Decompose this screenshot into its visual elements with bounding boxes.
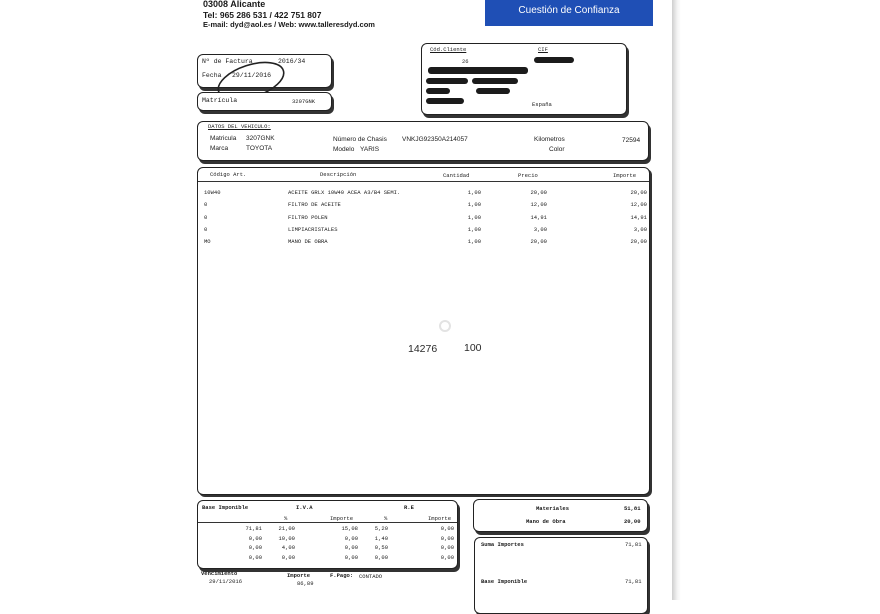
tax-header-iva: I.V.A [296,504,313,511]
col-header-quantity: Cantidad [443,172,470,179]
tax-header-base: Base Imponible [202,504,249,511]
page-edge-shadow [672,0,681,600]
item-cell: 12,00 [630,201,647,209]
item-cell: ACEITE GRLX 10W40 ACEA A3/B4 SEMI. [288,189,401,196]
client-cif-label: CIF [538,46,548,53]
item-cell: 1,00 [467,238,481,246]
item-cell: FILTRO POLEN [288,213,328,221]
company-email-web: E-mail: dyd@aol.es / Web: www.talleresdyd.com [203,20,375,29]
client-code-value: 26 [462,58,469,65]
col-header-description: Descripción [320,171,357,178]
item-cell: 0 [204,225,208,233]
tax-cell: 10,00 [278,534,295,542]
tax-cell: 0,00 [440,534,454,542]
redacted-address-1 [426,78,468,84]
tax-cell: 0,00 [440,553,454,561]
item-cell: MANO DE OBRA [288,238,328,246]
invoice-date-label: Fecha [202,72,222,79]
vehicle-chassis-value: VNKJG92350A214057 [402,136,468,143]
item-cell: 20,00 [630,189,647,196]
vehicle-model-value: YARIS [360,146,380,153]
tax-cell: 21,00 [278,525,295,532]
summary-base-label: Base Imponible [481,578,528,585]
invoice-page [187,0,672,600]
tax-header-divider [198,522,457,523]
vehicle-box [197,121,649,161]
item-cell: 3,00 [633,225,647,233]
payment-label: F.Pago: [330,572,354,579]
amount-label: Importe [287,572,311,579]
slogan-text: Cuestión de Confianza [518,5,620,16]
tax-cell: 4,00 [281,544,295,551]
redacted-address-5 [426,98,464,104]
items-table [197,167,650,495]
item-cell: 1,00 [467,225,481,233]
tax-cell: 71,81 [245,525,262,532]
vehicle-km-value: 72594 [622,137,641,144]
plate-value: 3207GNK [292,98,316,105]
tax-cell: 0,00 [440,544,454,551]
watermark-right: 100 [464,342,482,354]
tax-cell: 0,00 [344,544,358,551]
item-cell: 1,00 [467,201,481,209]
tax-header-re: R.E [404,504,414,511]
plate-box [197,92,332,111]
item-cell: 10W40 [204,189,221,196]
vehicle-brand-label: Marca [210,145,229,152]
vehicle-plate-label: Matricula [210,135,237,142]
item-cell: 3,00 [533,225,547,233]
summary-box [474,537,648,614]
summary-sum-label: Suma Importes [481,541,524,548]
vehicle-plate-value: 3207GNK [246,135,275,142]
vehicle-km-label: Kilometros [534,136,565,143]
item-cell: 14,91 [530,213,547,221]
tax-cell: 0,00 [374,553,388,561]
plate-label: Matrícula [202,97,238,104]
tax-cell: 5,20 [374,525,388,532]
redacted-client-name [428,67,528,74]
vehicle-section-label: DATOS DEL VEHICULO: [208,123,271,130]
redacted-address-3 [426,88,450,94]
tax-sub-re-amount: Importe [428,515,452,522]
client-country: España [532,101,552,108]
tax-cell: 1,40 [374,534,388,542]
item-cell: FILTRO DE ACEITE [288,201,341,209]
redacted-cif [534,57,574,63]
invoice-number-value: 2016/34 [278,58,306,65]
item-cell: 20,00 [530,238,547,246]
tax-cell: 0,00 [281,553,295,561]
tax-cell: 0,00 [248,553,262,561]
header-divider [198,181,649,182]
vehicle-chassis-label: Número de Chasis [333,136,387,143]
item-cell: 0 [204,213,208,221]
item-cell: 1,00 [467,189,481,196]
item-cell: 12,00 [530,201,547,209]
redacted-address-4 [476,88,510,94]
vehicle-model-label: Modelo [333,146,355,153]
company-address: 03008 Alicante [203,0,266,9]
company-phones: Tel: 965 286 531 / 422 751 807 [203,10,322,20]
summary-base-value: 71,81 [625,578,642,585]
tax-cell: 15,08 [341,525,358,532]
tax-cell: 0,00 [248,534,262,542]
labor-label: Mano de Obra [526,518,566,525]
watermark-left: 14276 [408,343,438,355]
item-cell: MO [204,238,211,246]
col-header-amount: Importe [613,172,637,179]
item-cell: 0 [204,201,208,209]
client-box [421,43,627,115]
materials-value: 51,81 [624,505,641,512]
tax-cell: 0,00 [440,525,454,532]
invoice-date-value: 29/11/2016 [232,72,272,79]
payment-value: CONTADO [359,573,383,580]
tax-cell: 0,50 [374,544,388,551]
materials-box [473,499,648,532]
tax-table [197,500,458,569]
tax-cell: 0,00 [248,544,262,551]
col-header-price: Precio [518,172,538,179]
client-code-label: Cód.Cliente [430,46,467,53]
labor-value: 20,00 [624,518,641,525]
tax-cell: 0,00 [344,534,358,542]
due-value: 29/11/2016 [209,578,243,585]
watermark-spinner-icon [438,319,452,333]
invoice-number-label: Nº de Factura [202,58,253,65]
redacted-address-2 [472,78,518,84]
slogan-banner [485,0,653,26]
vehicle-brand-value: TOYOTA [246,145,273,152]
tax-cell: 0,00 [344,553,358,561]
tax-sub-iva-pct: % [284,515,288,522]
item-cell: 20,00 [530,189,547,196]
item-cell: 14,91 [630,213,647,221]
item-cell: 1,00 [467,213,481,221]
col-header-code: Código Art. [210,171,247,178]
vehicle-color-label: Color [549,146,565,153]
tax-sub-re-pct: % [384,515,388,522]
summary-sum-value: 71,81 [625,541,642,548]
item-cell: 20,00 [630,238,647,246]
materials-label: Materiales [536,505,570,512]
tax-sub-iva-amount: Importe [330,515,354,522]
item-cell: LIMPIACRISTALES [288,225,338,233]
due-label: Vencimiento [201,570,238,577]
amount-value: 86,89 [297,580,314,587]
